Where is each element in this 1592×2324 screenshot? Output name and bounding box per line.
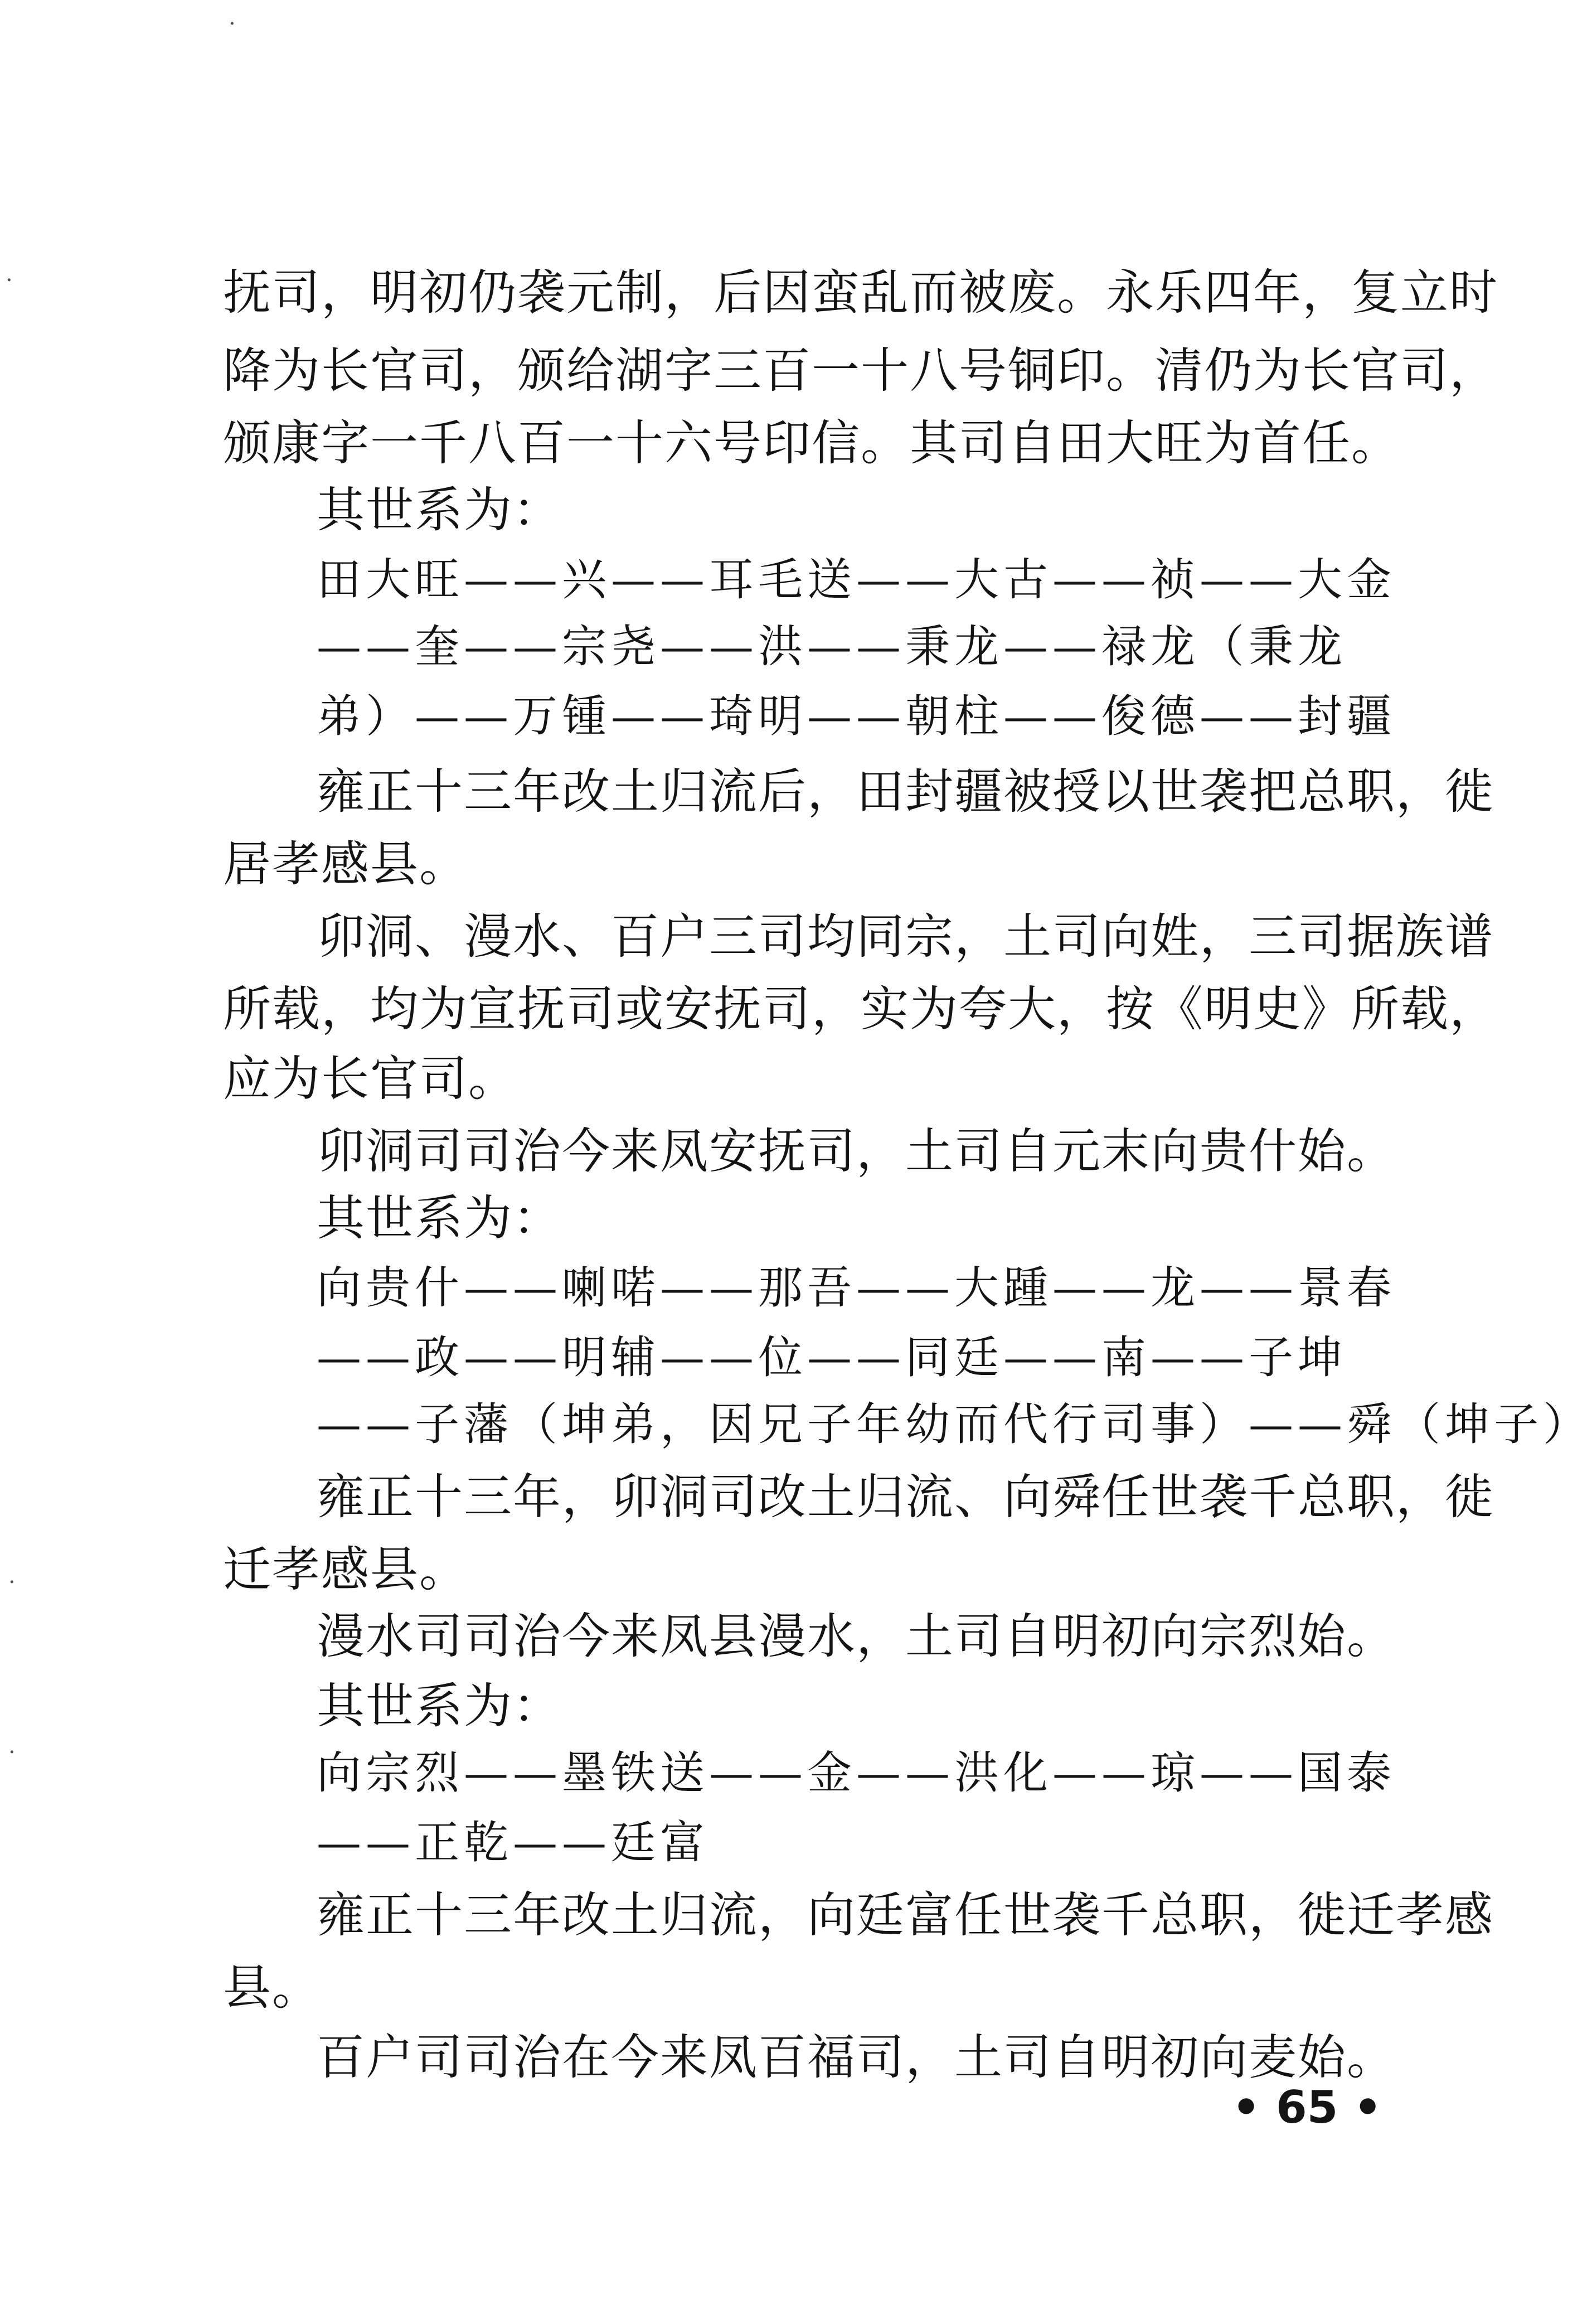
genealogy-line: ——正乾——廷富 bbox=[317, 1817, 709, 1868]
scan-speck: · bbox=[6, 268, 13, 293]
genealogy-line: 弟）——万锺——琦明——朝柱——俊德——封疆 bbox=[317, 690, 1396, 742]
genealogy-line: 向贵什——喇喏——那吾——大踵——龙——景春 bbox=[317, 1262, 1396, 1314]
genealogy-line: 向宗烈——墨铁送——金——洪化——琼——国泰 bbox=[317, 1747, 1396, 1799]
text-line: 卯洞司司治今来凤安抚司，土司自元末向贵什始。 bbox=[317, 1124, 1396, 1179]
text-line: 应为长官司。 bbox=[223, 1051, 517, 1107]
genealogy-line: 田大旺——兴——耳毛送——大古——祯——大金 bbox=[317, 554, 1396, 606]
text-line: 降为长官司，颁给湖字三百一十八号铜印。清仍为长官司， bbox=[223, 343, 1498, 399]
text-line: 雍正十三年，卯洞司改土归流、向舜任世袭千总职，徙 bbox=[317, 1469, 1494, 1525]
genealogy-line: ——子藩（坤弟，因兄子年幼而代行司事）——舜（坤子） bbox=[317, 1398, 1592, 1450]
text-line: 漫水司司治今来凤县漫水，土司自明初向宗烈始。 bbox=[317, 1609, 1396, 1664]
text-line: 迁孝感县。 bbox=[223, 1542, 468, 1597]
text-line: 居孝感县。 bbox=[223, 836, 468, 892]
text-line: 颁康字一千八百一十六号印信。其司自田大旺为首任。 bbox=[223, 415, 1400, 471]
text-line: 县。 bbox=[223, 1960, 321, 2016]
genealogy-line: ——奎——宗尧——洪——秉龙——禄龙（秉龙 bbox=[317, 621, 1347, 672]
text-line: 雍正十三年改土归流，向廷富任世袭千总职，徙迁孝感 bbox=[317, 1887, 1494, 1943]
text-line: 其世系为： bbox=[317, 1678, 562, 1734]
text-line: 抚司，明初仍袭元制，后因蛮乱而被废。永乐四年，复立时 bbox=[223, 265, 1498, 321]
text-line: 所载，均为宣抚司或安抚司，实为夸大，按《明史》所载， bbox=[223, 981, 1498, 1037]
text-line: 卯洞、漫水、百户三司均同宗，土司向姓，三司据族谱 bbox=[317, 909, 1494, 965]
text-line: 雍正十三年改土归流后，田封疆被授以世袭把总职，徙 bbox=[317, 764, 1494, 820]
scan-speck: · bbox=[229, 11, 236, 37]
text-line: 其世系为： bbox=[317, 1190, 562, 1246]
genealogy-line: ——政——明辅——位——同廷——南——子坤 bbox=[317, 1332, 1347, 1383]
page-number: • 65 • bbox=[1232, 2081, 1382, 2133]
scan-speck: · bbox=[8, 1740, 16, 1765]
text-line: 其世系为： bbox=[317, 482, 562, 538]
scan-speck: · bbox=[8, 1570, 16, 1595]
text-line: 百户司司治在今来凤百福司，土司自明初向麦始。 bbox=[317, 2030, 1396, 2085]
